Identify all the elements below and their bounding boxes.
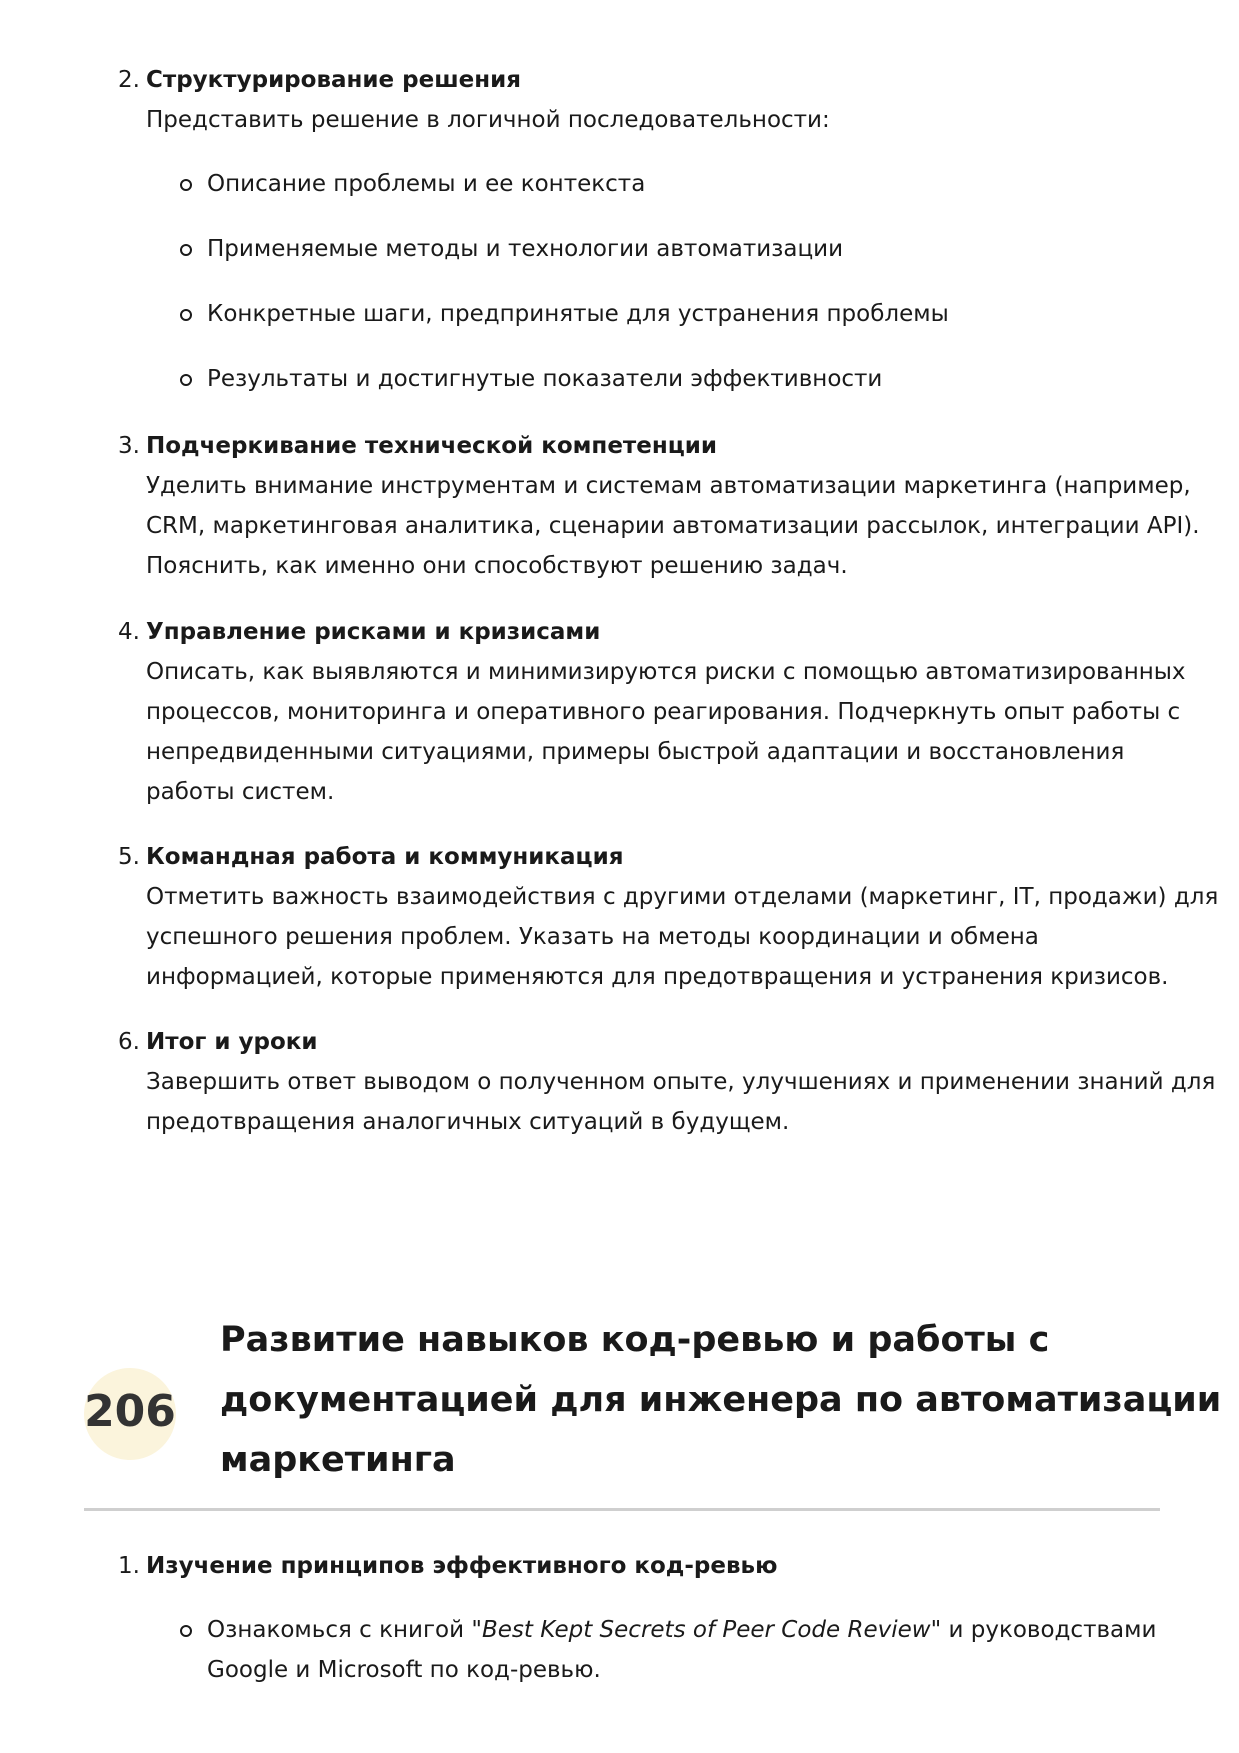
item-title: Командная работа и коммуникация: [146, 844, 624, 870]
list-item-4: [118, 612, 1186, 812]
item-number: 3.: [118, 433, 140, 459]
list-item-6: [118, 1022, 1216, 1142]
section-divider: [84, 1508, 1160, 1511]
item-description: [146, 877, 1219, 997]
item-description: [146, 652, 1186, 812]
item-number: 5.: [118, 844, 140, 870]
item-number: 2.: [118, 67, 140, 93]
section-header: [84, 1310, 1222, 1510]
section-title: [220, 1310, 1222, 1490]
section-title-line: маркетинга: [220, 1440, 456, 1480]
bullet-text-suffix: " и руководствами: [930, 1617, 1157, 1643]
bullet-text: Применяемые методы и технологии автоматизации: [207, 236, 844, 262]
list-item-3: [118, 426, 1200, 586]
text-line: Уделить внимание инструментам и системам автоматизации маркетинга (например,: [146, 473, 1191, 499]
item-title: Итог и уроки: [146, 1029, 318, 1055]
text-line: Пояснить, как именно они способствуют решению задач.: [146, 553, 848, 579]
bullet-text: Конкретные шаги, предпринятые для устранения проблемы: [207, 301, 949, 327]
text-line: Отметить важность взаимодействия с другими отделами (маркетинг, IT, продажи) для: [146, 884, 1219, 910]
section-title-line: документацией для инженера по автоматизации: [220, 1380, 1222, 1420]
text-line: Описать, как выявляются и минимизируются риски с помощью автоматизированных: [146, 659, 1186, 685]
item-description: [146, 466, 1200, 586]
list-item-2: [118, 60, 1178, 140]
item-title: Управление рисками и кризисами: [146, 619, 601, 645]
text-line: CRM, маркетинговая аналитика, сценарии автоматизации рассылок, интеграции API).: [146, 513, 1200, 539]
text-line: работы систем.: [146, 779, 335, 805]
section-number: 206: [84, 1386, 176, 1437]
bullet-text: [207, 1610, 1156, 1650]
book-title: Best Kept Secrets of Peer Code Review: [481, 1617, 931, 1643]
bullet-text: Описание проблемы и ее контекста: [207, 171, 646, 197]
list-item-5: [118, 837, 1219, 997]
text-line: непредвиденными ситуациями, примеры быстрой адаптации и восстановления: [146, 739, 1125, 765]
bullet-text: Результаты и достигнутые показатели эффективности: [207, 366, 883, 392]
item-title: Подчеркивание технической компетенции: [146, 433, 718, 459]
item-description: [146, 100, 1186, 140]
item-title: Структурирование решения: [146, 67, 521, 93]
text-line: успешного решения проблем. Указать на методы координации и обмена: [146, 924, 1039, 950]
hollow-circle-bullet-icon: [180, 309, 192, 321]
text-line: Представить решение в логичной последовательности:: [146, 107, 830, 133]
item-description: [146, 1062, 1216, 1142]
hollow-circle-bullet-icon: [180, 179, 192, 191]
bullet-text-prefix: Ознакомься с книгой ": [207, 1617, 482, 1643]
hollow-circle-bullet-icon: [180, 244, 192, 256]
list-item-1: [118, 1546, 1178, 1586]
text-line: процессов, мониторинга и оперативного реагирования. Подчеркнуть опыт работы с: [146, 699, 1181, 725]
bullet-text-line-2: Google и Microsoft по код-ревью.: [207, 1657, 601, 1683]
section-title-line: Развитие навыков код-ревью и работы с: [220, 1320, 1050, 1360]
item-title: Изучение принципов эффективного код-ревью: [146, 1553, 778, 1579]
hollow-circle-bullet-icon: [180, 374, 192, 386]
text-line: Завершить ответ выводом о полученном опыте, улучшениях и применении знаний для: [146, 1069, 1216, 1095]
item-number: 1.: [118, 1553, 140, 1579]
hollow-circle-bullet-icon: [180, 1625, 192, 1637]
text-line: информацией, которые применяются для предотвращения и устранения кризисов.: [146, 964, 1169, 990]
item-number: 6.: [118, 1029, 140, 1055]
text-line: предотвращения аналогичных ситуаций в будущем.: [146, 1109, 790, 1135]
bullet-item: [180, 1610, 1157, 1690]
item-number: 4.: [118, 619, 140, 645]
